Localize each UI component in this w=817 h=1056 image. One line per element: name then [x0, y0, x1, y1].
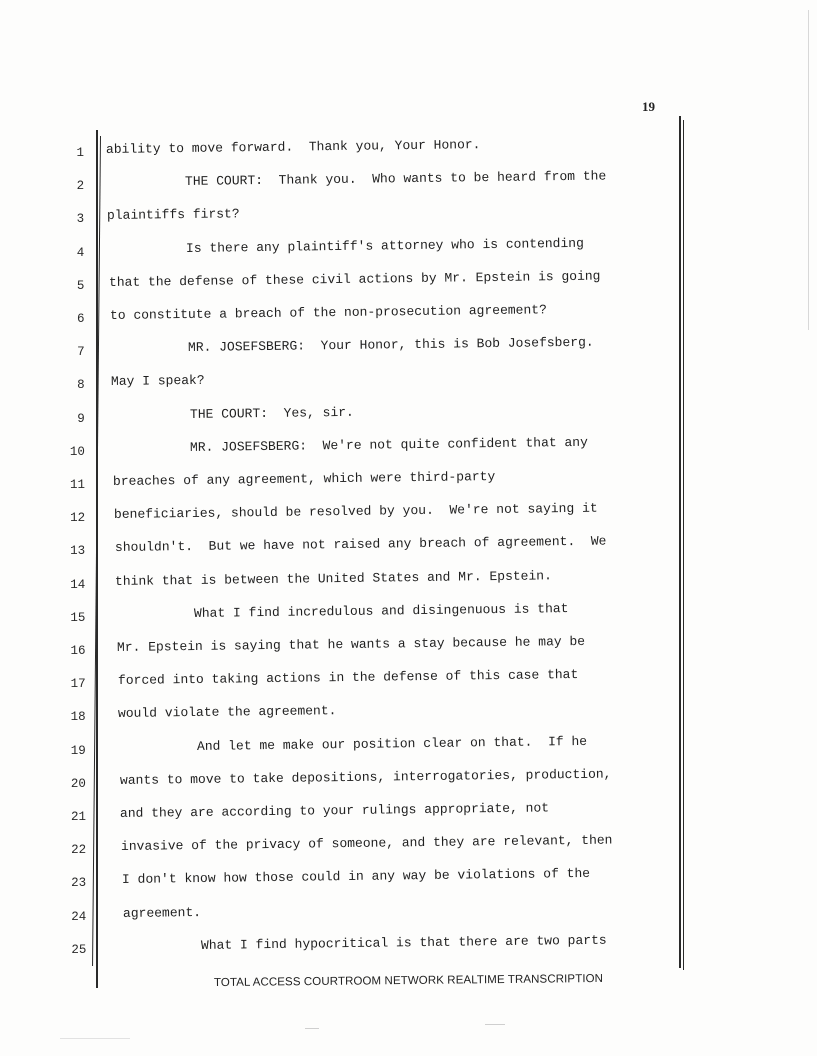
- transcript-line: [0, 832, 817, 859]
- line-number: 23: [71, 876, 87, 891]
- transcript-line: [0, 733, 817, 760]
- line-text: I don't know how those could in any way be violations of the: [121, 866, 590, 888]
- line-text: ability to move forward. Thank you, Your Honor.: [105, 137, 481, 157]
- line-text: THE COURT: Yes, sir.: [111, 404, 354, 423]
- line-number: 20: [70, 776, 86, 791]
- line-number: 9: [77, 411, 85, 426]
- line-text: would violate the agreement.: [118, 703, 337, 722]
- line-number: 5: [76, 278, 85, 293]
- scan-speck: [305, 1028, 319, 1029]
- transcript-line: [0, 703, 817, 726]
- transcript-line: [0, 500, 817, 527]
- transcript-line: [0, 235, 817, 262]
- scan-speck: [485, 1024, 505, 1025]
- line-text: invasive of the privacy of someone, and they are relevant, then: [121, 832, 613, 855]
- line-text: forced into taking actions in the defense of this case that: [117, 667, 578, 689]
- line-text: plaintiffs first?: [107, 206, 241, 224]
- line-text: THE COURT: Thank you. Who wants to be heard from the: [106, 168, 607, 191]
- line-number: 21: [70, 810, 86, 824]
- line-number: 17: [70, 677, 86, 692]
- line-number: 10: [69, 444, 85, 459]
- line-text: to constitute a breach of the non-prosecution agreement?: [109, 302, 547, 323]
- transcript-line: [0, 667, 817, 693]
- transcript-line: [0, 404, 817, 428]
- line-number: 7: [77, 345, 85, 360]
- line-text: MR. JOSEFSBERG: We're not quite confident that any: [112, 434, 589, 456]
- line-number: 8: [77, 378, 85, 393]
- transcript-line: [0, 600, 817, 627]
- line-number: 16: [70, 644, 86, 658]
- transcript-line: [0, 533, 817, 560]
- transcript-line: [0, 302, 817, 328]
- line-text: Mr. Epstein is saying that he wants a stay because he may be: [116, 633, 585, 655]
- transcript-line: [0, 137, 817, 162]
- line-text: and they are according to your rulings appropriate, not: [120, 800, 550, 821]
- line-text: MR. JOSEFSBERG: Your Honor, this is Bob Josefsberg.: [110, 334, 595, 357]
- line-text: think that is between the United States and Mr. Epstein.: [115, 567, 553, 589]
- transcript-line: [0, 434, 817, 461]
- line-number: 3: [76, 212, 85, 227]
- line-number: 19: [70, 743, 86, 758]
- line-text: that the defense of these civil actions by Mr. Epstein is going: [108, 268, 601, 290]
- line-number: 12: [70, 511, 86, 526]
- line-text: breaches of any agreement, which were third-party: [113, 468, 496, 489]
- line-number: 1: [76, 146, 84, 160]
- scan-speck: [60, 1038, 130, 1039]
- line-number: 2: [76, 179, 85, 194]
- line-number: 22: [71, 843, 87, 858]
- line-number: 11: [69, 478, 85, 492]
- line-number: 18: [70, 710, 86, 725]
- transcript-line: [0, 766, 817, 793]
- page-number: 19: [642, 99, 655, 114]
- transcript-line: [0, 268, 817, 295]
- line-text: beneficiaries, should be resolved by you. We're not saying it: [113, 500, 598, 523]
- transcript-line: [0, 468, 817, 494]
- transcript-line: [0, 866, 817, 892]
- transcript-line: [0, 168, 817, 195]
- transcription-footer: TOTAL ACCESS COURTROOM NETWORK REALTIME TRANSCRIPTION: [213, 972, 604, 990]
- line-text: shouldn't. But we have not raised any breach of agreement. We: [114, 533, 607, 556]
- transcript-line: [0, 633, 817, 660]
- transcript-line: [0, 334, 817, 361]
- line-number: 13: [70, 544, 86, 559]
- transcript-line: [0, 906, 817, 926]
- line-number: 4: [76, 245, 85, 260]
- line-text: What I find hypocritical is that there are two parts: [123, 932, 608, 954]
- line-text: What I find incredulous and disingenuous is that: [115, 600, 569, 622]
- line-number: 15: [70, 610, 86, 625]
- line-number: 6: [76, 312, 85, 326]
- line-number: 14: [70, 577, 86, 592]
- transcript-line: [0, 932, 817, 959]
- line-number: 24: [71, 909, 87, 924]
- line-text: May I speak?: [110, 373, 205, 390]
- line-text: wants to move to take depositions, interrogatories, production,: [119, 766, 612, 788]
- transcript-line: [0, 567, 817, 594]
- transcript-line: [0, 800, 817, 826]
- line-number: 25: [71, 942, 87, 957]
- line-text: Is there any plaintiff's attorney who is contending: [108, 235, 585, 257]
- transcript-line: [0, 374, 817, 394]
- line-text: agreement.: [122, 904, 201, 921]
- line-text: And let me make our position clear on that. If he: [118, 733, 588, 755]
- transcript-line: [0, 208, 817, 228]
